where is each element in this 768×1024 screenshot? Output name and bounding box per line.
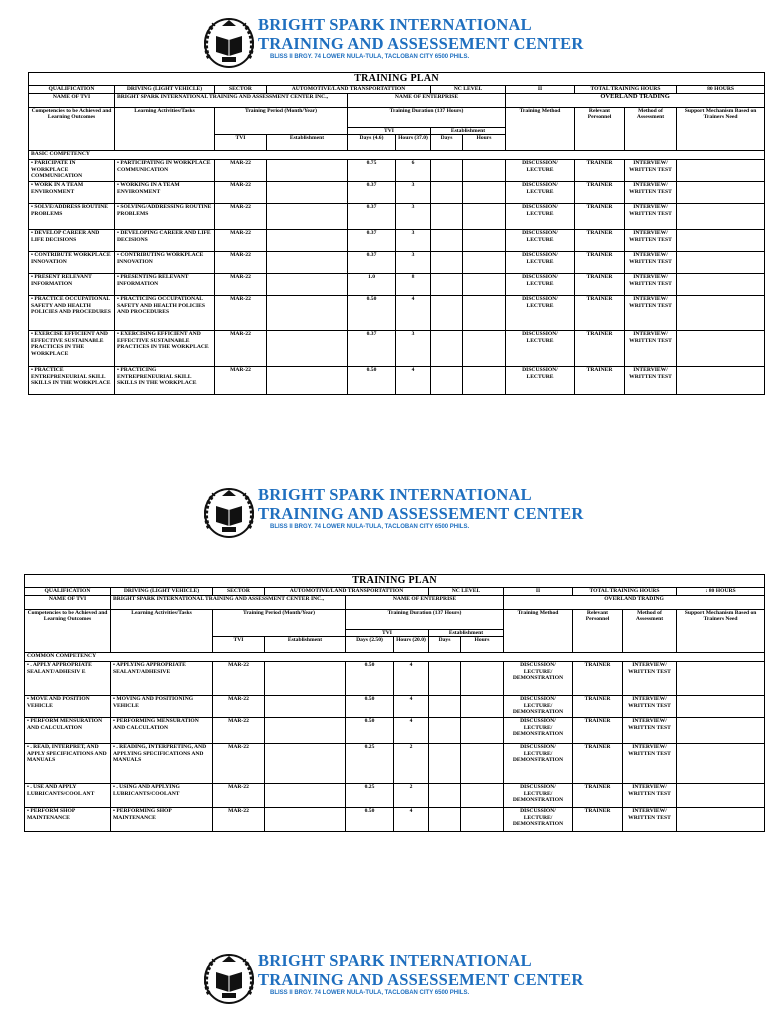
personnel-cell: TRAINER — [575, 367, 625, 395]
hours-cell: 4 — [394, 662, 429, 696]
col-assessment: Method of Assessment — [623, 609, 677, 653]
assessment-cell: INTERVIEW/ WRITTEN TEST — [625, 182, 677, 204]
method-cell: DISCUSSION/ LECTURE — [506, 204, 575, 230]
activity-cell: • PERFORMING SHOP MAINTENANCE — [111, 808, 213, 832]
method-cell: DISCUSSION/ LECTURE — [506, 252, 575, 274]
assessment-cell: INTERVIEW/ WRITTEN TEST — [625, 296, 677, 331]
enterprise-name: OVERLAND TRADING — [506, 93, 765, 107]
days-cell: 0.25 — [346, 784, 394, 808]
assessment-cell: INTERVIEW/ WRITTEN TEST — [625, 367, 677, 395]
days-cell: 1.0 — [348, 274, 396, 296]
method-cell: DISCUSSION/ LECTURE — [506, 230, 575, 252]
hours-cell: 3 — [396, 331, 431, 367]
col-duration: Training Duration (137 Hours) — [346, 609, 504, 629]
days-cell: 0.37 — [348, 182, 396, 204]
hours-cell: 4 — [396, 367, 431, 395]
sub-establishment: Establishment — [429, 629, 504, 637]
competency-cell: • . USE AND APPLY LUBRICANTS/COOL ANT — [25, 784, 111, 808]
competency-cell: • PRACTICE OCCUPATIONAL SAFETY AND HEALTH POLICIES AND PROCEDURES — [29, 296, 115, 331]
sub-tvi: TVI — [215, 135, 267, 151]
org-name-line2: TRAINING AND ASSESSEMENT CENTER — [258, 34, 584, 53]
hours-cell: 2 — [394, 744, 429, 784]
personnel-cell: TRAINER — [575, 331, 625, 367]
assessment-cell: INTERVIEW/ WRITTEN TEST — [625, 252, 677, 274]
col-method: Training Method — [504, 609, 573, 653]
period-cell: MAR-22 — [215, 331, 267, 367]
tvi-label: NAME OF TVI — [29, 93, 115, 107]
nc-level-value: II — [504, 588, 573, 596]
sector-label: SECTOR — [213, 588, 265, 596]
col-assessment: Method of Assessment — [625, 107, 677, 151]
competency-cell: • EXERCISE EFFICIENT AND EFFECTIVE SUSTAINABLE PRACTICES IN THE WORKPLACE — [29, 331, 115, 367]
col-activities: Learning Activities/Tasks — [115, 107, 215, 151]
sub-establishment: Establishment — [267, 135, 348, 151]
method-cell: DISCUSSION/ LECTURE/ DEMONSTRATION — [504, 696, 573, 718]
competency-cell: • CONTRIBUTE WORKPLACE INNOVATION — [29, 252, 115, 274]
days-cell: 0.50 — [346, 808, 394, 832]
period-cell: MAR-22 — [213, 718, 265, 744]
qualification-label: QUALIFICATION — [29, 86, 115, 94]
tvi-name: BRIGHT SPARK INTERNATIONAL TRAINING AND ASSESSMENT CENTER INC., — [111, 595, 346, 609]
method-cell: DISCUSSION/ LECTURE/ DEMONSTRATION — [504, 808, 573, 832]
plan-title: TRAINING PLAN — [25, 575, 765, 588]
col-period: Training Period (Month/Year) — [213, 609, 346, 637]
nc-level-label: NC LEVEL — [431, 86, 506, 94]
total-hours-value: 80 HOURS — [677, 86, 765, 94]
hours-cell: 6 — [396, 160, 431, 182]
personnel-cell: TRAINER — [575, 230, 625, 252]
sub-days: Days (2.50) — [346, 637, 394, 653]
org-name-line2: TRAINING AND ASSESSEMENT CENTER — [258, 504, 584, 523]
assessment-cell: INTERVIEW/ WRITTEN TEST — [625, 331, 677, 367]
hours-cell: 4 — [394, 718, 429, 744]
col-method: Training Method — [506, 107, 575, 151]
activity-cell: • SOLVING/ADDRESSING ROUTINE PROBLEMS — [115, 204, 215, 230]
col-activities: Learning Activities/Tasks — [111, 609, 213, 653]
qualification-label: QUALIFICATION — [25, 588, 111, 596]
sub-days: Days — [431, 135, 463, 151]
activity-cell: • DEVELOPING CAREER AND LIFE DECISIONS — [115, 230, 215, 252]
competency-cell: • PARICIPATE IN WORKPLACE COMMUNICATION — [29, 160, 115, 182]
days-cell: 0.25 — [346, 744, 394, 784]
method-cell: DISCUSSION/ LECTURE/ DEMONSTRATION — [504, 744, 573, 784]
hours-cell: 8 — [396, 274, 431, 296]
assessment-cell: INTERVIEW/ WRITTEN TEST — [625, 160, 677, 182]
hours-cell: 3 — [396, 230, 431, 252]
sub-hours: Hours — [461, 637, 504, 653]
hours-cell: 3 — [396, 204, 431, 230]
personnel-cell: TRAINER — [575, 160, 625, 182]
personnel-cell: TRAINER — [573, 696, 623, 718]
assessment-cell: INTERVIEW/ WRITTEN TEST — [623, 744, 677, 784]
sub-establishment: Establishment — [265, 637, 346, 653]
method-cell: DISCUSSION/ LECTURE/ DEMONSTRATION — [504, 784, 573, 808]
org-address: BLISS II BRGY. 74 LOWER NULA-TULA, TACLOBAN CITY 6500 PHILS. — [270, 990, 470, 996]
days-cell: 0.75 — [348, 160, 396, 182]
hours-cell: 3 — [396, 182, 431, 204]
sector-label: SECTOR — [215, 86, 267, 94]
section-label: BASIC COMPETENCY — [29, 151, 765, 160]
activity-cell: • PERFORMING MENSURATION AND CALCULATION — [111, 718, 213, 744]
activity-cell: • EXERCISING EFFICIENT AND EFFECTIVE SUSTAINABLE PRACTICES IN THE WORKPLACE — [115, 331, 215, 367]
qualification-value: DRIVING (LIGHT VEHICLE) — [115, 86, 215, 94]
period-cell: MAR-22 — [215, 230, 267, 252]
days-cell: 0.37 — [348, 252, 396, 274]
tvi-name: BRIGHT SPARK INTERNATIONAL TRAINING AND ASSESSMENT CENTER INC., — [115, 93, 348, 107]
period-cell: MAR-22 — [215, 367, 267, 395]
section-label: COMMON COMPETENCY — [25, 653, 765, 662]
activity-cell: • PRACTICING ENTREPRENEURIAL SKILL SKILLS IN THE WORKPLACE — [115, 367, 215, 395]
org-name-line2: TRAINING AND ASSESSEMENT CENTER — [258, 970, 584, 989]
days-cell: 0.50 — [346, 696, 394, 718]
assessment-cell: INTERVIEW/ WRITTEN TEST — [625, 230, 677, 252]
nc-level-label: NC LEVEL — [429, 588, 504, 596]
period-cell: MAR-22 — [213, 662, 265, 696]
assessment-cell: INTERVIEW/ WRITTEN TEST — [623, 662, 677, 696]
hours-cell: 2 — [394, 784, 429, 808]
competency-cell: • MOVE AND POSITION VEHICLE — [25, 696, 111, 718]
col-period: Training Period (Month/Year) — [215, 107, 348, 135]
method-cell: DISCUSSION/ LECTURE — [506, 331, 575, 367]
enterprise-label: NAME OF ENTERPRISE — [346, 595, 504, 609]
activity-cell: • . USING AND APPLYING LUBRICANTS/COOLANT — [111, 784, 213, 808]
period-cell: MAR-22 — [215, 274, 267, 296]
assessment-cell: INTERVIEW/ WRITTEN TEST — [623, 696, 677, 718]
rows-common — [25, 662, 765, 832]
days-cell: 0.50 — [348, 367, 396, 395]
period-cell: MAR-22 — [215, 296, 267, 331]
activity-cell: • MOVING AND POSITIONING VEHICLE — [111, 696, 213, 718]
org-name-line1: BRIGHT SPARK INTERNATIONAL — [258, 485, 532, 504]
col-competencies: Competencies to be Achieved and Learning Outcomes — [29, 107, 115, 151]
school-seal-logo-icon — [200, 12, 258, 72]
sub-days: Days — [429, 637, 461, 653]
activity-cell: • WORKING IN A TEAM ENVIRONMENT — [115, 182, 215, 204]
qualification-value: DRIVING (LIGHT VEHICLE) — [111, 588, 213, 596]
col-support: Support Mechanism Based on Trainers Need — [677, 609, 765, 653]
nc-level-value: II — [506, 86, 575, 94]
days-cell: 0.50 — [346, 718, 394, 744]
school-seal-logo-icon — [200, 948, 258, 1008]
training-plan-table-basic — [28, 72, 765, 395]
hours-cell: 4 — [394, 808, 429, 832]
activity-cell: • PARTICIPATING IN WORKPLACE COMMUNICATION — [115, 160, 215, 182]
school-seal-logo-icon — [200, 482, 258, 542]
personnel-cell: TRAINER — [575, 296, 625, 331]
period-cell: MAR-22 — [215, 160, 267, 182]
days-cell: 0.37 — [348, 331, 396, 367]
sub-tvi: TVI — [348, 127, 431, 135]
rows-basic — [29, 160, 765, 395]
competency-cell: • PERFORM MENSURATION AND CALCULATION — [25, 718, 111, 744]
activity-cell: • PRESENTING RELEVANT INFORMATION — [115, 274, 215, 296]
competency-cell: • PRESENT RELEVANT INFORMATION — [29, 274, 115, 296]
period-cell: MAR-22 — [215, 204, 267, 230]
col-personnel: Relevant Personnel — [575, 107, 625, 151]
days-cell: 0.37 — [348, 230, 396, 252]
personnel-cell: TRAINER — [575, 182, 625, 204]
org-name-line1: BRIGHT SPARK INTERNATIONAL — [258, 951, 532, 970]
hours-cell: 3 — [396, 252, 431, 274]
personnel-cell: TRAINER — [573, 784, 623, 808]
method-cell: DISCUSSION/ LECTURE — [506, 296, 575, 331]
org-name-line1: BRIGHT SPARK INTERNATIONAL — [258, 15, 532, 34]
letterhead-1 — [0, 12, 768, 78]
enterprise-name: OVERLAND TRADING — [504, 595, 765, 609]
hours-cell: 4 — [396, 296, 431, 331]
days-cell: 0.50 — [346, 662, 394, 696]
col-personnel: Relevant Personnel — [573, 609, 623, 653]
competency-cell: • SOLVE/ADDRESS ROUTINE PROBLEMS — [29, 204, 115, 230]
letterhead-2 — [0, 482, 768, 548]
method-cell: DISCUSSION/ LECTURE — [506, 367, 575, 395]
col-duration: Training Duration (137 Hours) — [348, 107, 506, 127]
org-address: BLISS II BRGY. 74 LOWER NULA-TULA, TACLOBAN CITY 6500 PHILS. — [270, 524, 470, 530]
assessment-cell: INTERVIEW/ WRITTEN TEST — [623, 784, 677, 808]
competency-cell: • . READ, INTERPRET, AND APPLY SPECIFICATIONS AND MANUALS — [25, 744, 111, 784]
period-cell: MAR-22 — [215, 182, 267, 204]
activity-cell: • CONTRIBUTING WORKPLACE INNOVATION — [115, 252, 215, 274]
personnel-cell: TRAINER — [575, 204, 625, 230]
personnel-cell: TRAINER — [573, 744, 623, 784]
competency-cell: • PERFORM SHOP MAINTENANCE — [25, 808, 111, 832]
training-plan-table-common — [24, 574, 765, 832]
period-cell: MAR-22 — [213, 696, 265, 718]
assessment-cell: INTERVIEW/ WRITTEN TEST — [625, 274, 677, 296]
competency-cell: • . APPLY APPROPRIATE SEALANT/ADHESIV E — [25, 662, 111, 696]
letterhead-3 — [0, 948, 768, 1014]
total-hours-label: TOTAL TRAINING HOURS — [573, 588, 677, 596]
activity-cell: • . READING, INTERPRETING, AND APPLYING SPECIFICATIONS AND MANUALS — [111, 744, 213, 784]
competency-cell: • PRACTICE ENTREPRENEURIAL SKILL SKILLS IN THE WORKPLACE — [29, 367, 115, 395]
method-cell: DISCUSSION/ LECTURE/ DEMONSTRATION — [504, 718, 573, 744]
period-cell: MAR-22 — [213, 744, 265, 784]
sub-hours: Hours (37.0) — [396, 135, 431, 151]
activity-cell: • APPLYING APPROPRIATE SEALANT/ADHESIVE — [111, 662, 213, 696]
sector-value: AUTOMOTIVE/LAND TRANSPORTATTION — [265, 588, 429, 596]
total-hours-label: TOTAL TRAINING HOURS — [575, 86, 677, 94]
col-support: Support Mechanism Based on Trainers Need — [677, 107, 765, 151]
competency-cell: • DEVELOP CAREER AND LIFE DECISIONS — [29, 230, 115, 252]
sub-hours: Hours (20.0) — [394, 637, 429, 653]
personnel-cell: TRAINER — [573, 808, 623, 832]
days-cell: 0.50 — [348, 296, 396, 331]
personnel-cell: TRAINER — [575, 274, 625, 296]
sector-value: AUTOMOTIVE/LAND TRANSPORTATTION — [267, 86, 431, 94]
sub-days: Days (4.6) — [348, 135, 396, 151]
method-cell: DISCUSSION/ LECTURE — [506, 182, 575, 204]
total-hours-value: : 80 HOURS — [677, 588, 765, 596]
period-cell: MAR-22 — [213, 808, 265, 832]
sub-tvi: TVI — [213, 637, 265, 653]
activity-cell: • PRACTICING OCCUPATIONAL SAFETY AND HEALTH POLICIES AND PROCEDURES — [115, 296, 215, 331]
personnel-cell: TRAINER — [575, 252, 625, 274]
method-cell: DISCUSSION/ LECTURE/ DEMONSTRATION — [504, 662, 573, 696]
assessment-cell: INTERVIEW/ WRITTEN TEST — [625, 204, 677, 230]
period-cell: MAR-22 — [215, 252, 267, 274]
hours-cell: 4 — [394, 696, 429, 718]
personnel-cell: TRAINER — [573, 718, 623, 744]
method-cell: DISCUSSION/ LECTURE — [506, 160, 575, 182]
sub-establishment: Establishment — [431, 127, 506, 135]
personnel-cell: TRAINER — [573, 662, 623, 696]
competency-cell: • WORK IN A TEAM ENVIRONMENT — [29, 182, 115, 204]
assessment-cell: INTERVIEW/ WRITTEN TEST — [623, 718, 677, 744]
days-cell: 0.37 — [348, 204, 396, 230]
assessment-cell: INTERVIEW/ WRITTEN TEST — [623, 808, 677, 832]
col-competencies: Competencies to be Achieved and Learning Outcomes — [25, 609, 111, 653]
period-cell: MAR-22 — [213, 784, 265, 808]
tvi-label: NAME OF TVI — [25, 595, 111, 609]
method-cell: DISCUSSION/ LECTURE — [506, 274, 575, 296]
enterprise-label: NAME OF ENTERPRISE — [348, 93, 506, 107]
org-address: BLISS II BRGY. 74 LOWER NULA-TULA, TACLOBAN CITY 6500 PHILS. — [270, 54, 470, 60]
sub-tvi: TVI — [346, 629, 429, 637]
sub-hours: Hours — [463, 135, 506, 151]
plan-title: TRAINING PLAN — [29, 73, 765, 86]
